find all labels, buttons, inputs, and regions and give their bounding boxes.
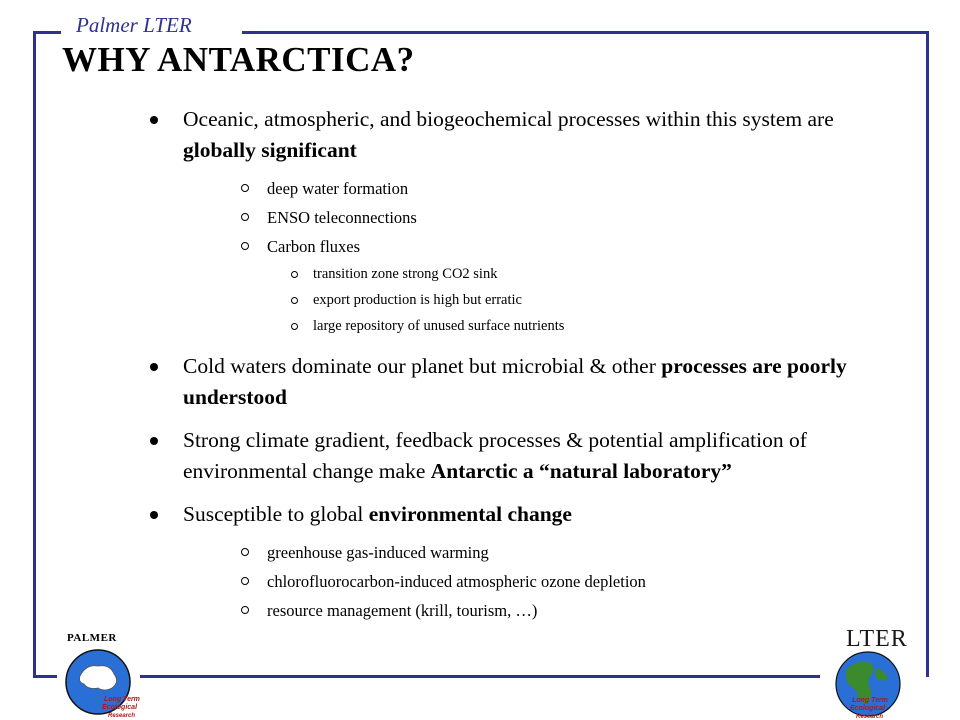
sub-bullet-text: greenhouse gas-induced warming	[267, 543, 489, 562]
sub-bullet-item	[150, 178, 900, 199]
sub-bullet-item	[150, 542, 900, 563]
hollow-bullet-icon	[241, 548, 249, 556]
bullet-emphasis: processes are poorly understood	[183, 354, 847, 409]
slide-frame-left	[33, 31, 36, 677]
sub-bullet-item	[150, 207, 900, 228]
slide-frame-top-right	[242, 31, 928, 34]
slide-frame-bottom-left	[33, 675, 57, 678]
sub-sub-bullet-item	[150, 265, 900, 284]
hollow-bullet-icon	[241, 606, 249, 614]
sub-bullet-text: resource management (krill, tourism, …)	[267, 601, 538, 620]
bullet-emphasis: Antarctic a “natural laboratory”	[430, 459, 732, 483]
sub-bullet-text: deep water formation	[267, 179, 409, 198]
small-circle-bullet-icon	[291, 323, 298, 330]
small-circle-bullet-icon	[291, 297, 298, 304]
page-title: WHY ANTARCTICA?	[62, 40, 415, 79]
bullet-dot-icon	[150, 363, 158, 371]
sub-bullet-text: ENSO teleconnections	[267, 208, 417, 227]
small-circle-bullet-icon	[291, 271, 298, 278]
bullet-item	[150, 104, 900, 166]
sub-sub-bullet-text: transition zone strong CO2 sink	[313, 266, 498, 282]
sub-bullet-item	[150, 571, 900, 592]
bullet-dot-icon	[150, 511, 158, 519]
hollow-bullet-icon	[241, 242, 249, 250]
sub-sub-bullet-item	[150, 317, 900, 336]
hollow-bullet-icon	[241, 213, 249, 221]
bullet-emphasis: globally significant	[183, 138, 357, 162]
lter-logo-label: LTER	[846, 626, 908, 652]
svg-text:Research: Research	[108, 713, 136, 719]
palmer-globe-logo	[58, 646, 150, 720]
slide-frame-top-left	[33, 31, 61, 34]
bullet-text: Strong climate gradient, feedback processes & potential amplification of environmental change make	[183, 428, 807, 483]
svg-text:Research: Research	[856, 714, 884, 720]
sub-bullet-item	[150, 600, 900, 621]
bullet-emphasis: environmental change	[368, 502, 572, 526]
bullet-item	[150, 351, 900, 413]
svg-text:Ecological: Ecological	[102, 704, 138, 711]
bullet-dot-icon	[150, 116, 158, 124]
org-label: Palmer LTER	[76, 13, 192, 37]
sub-sub-bullet-text: large repository of unused surface nutrients	[313, 318, 565, 334]
sub-sub-bullet-text: export production is high but erratic	[313, 292, 522, 308]
bullet-text: Oceanic, atmospheric, and biogeochemical processes within this system are	[183, 107, 834, 131]
svg-text:Long Term: Long Term	[852, 697, 888, 704]
sub-bullet-item	[150, 236, 900, 257]
sub-bullet-text: Carbon fluxes	[267, 237, 361, 256]
bullet-item	[150, 425, 900, 487]
hollow-bullet-icon	[241, 184, 249, 192]
svg-text:Ecological: Ecological	[850, 705, 886, 712]
slide-frame-right	[926, 31, 929, 677]
bullet-text: Cold waters dominate our planet but microbial & other	[183, 354, 662, 378]
bullet-text: Susceptible to global	[183, 502, 369, 526]
palmer-logo-label: PALMER	[67, 632, 117, 644]
hollow-bullet-icon	[241, 577, 249, 585]
bullet-list	[150, 104, 900, 629]
lter-globe-logo	[832, 650, 904, 720]
sub-bullet-text: chlorofluorocarbon-induced atmospheric ozone depletion	[267, 572, 646, 591]
bullet-dot-icon	[150, 437, 158, 445]
svg-text:Long Term: Long Term	[104, 696, 140, 703]
sub-sub-bullet-item	[150, 291, 900, 310]
slide-frame-bottom	[140, 675, 820, 678]
bullet-item	[150, 499, 900, 530]
